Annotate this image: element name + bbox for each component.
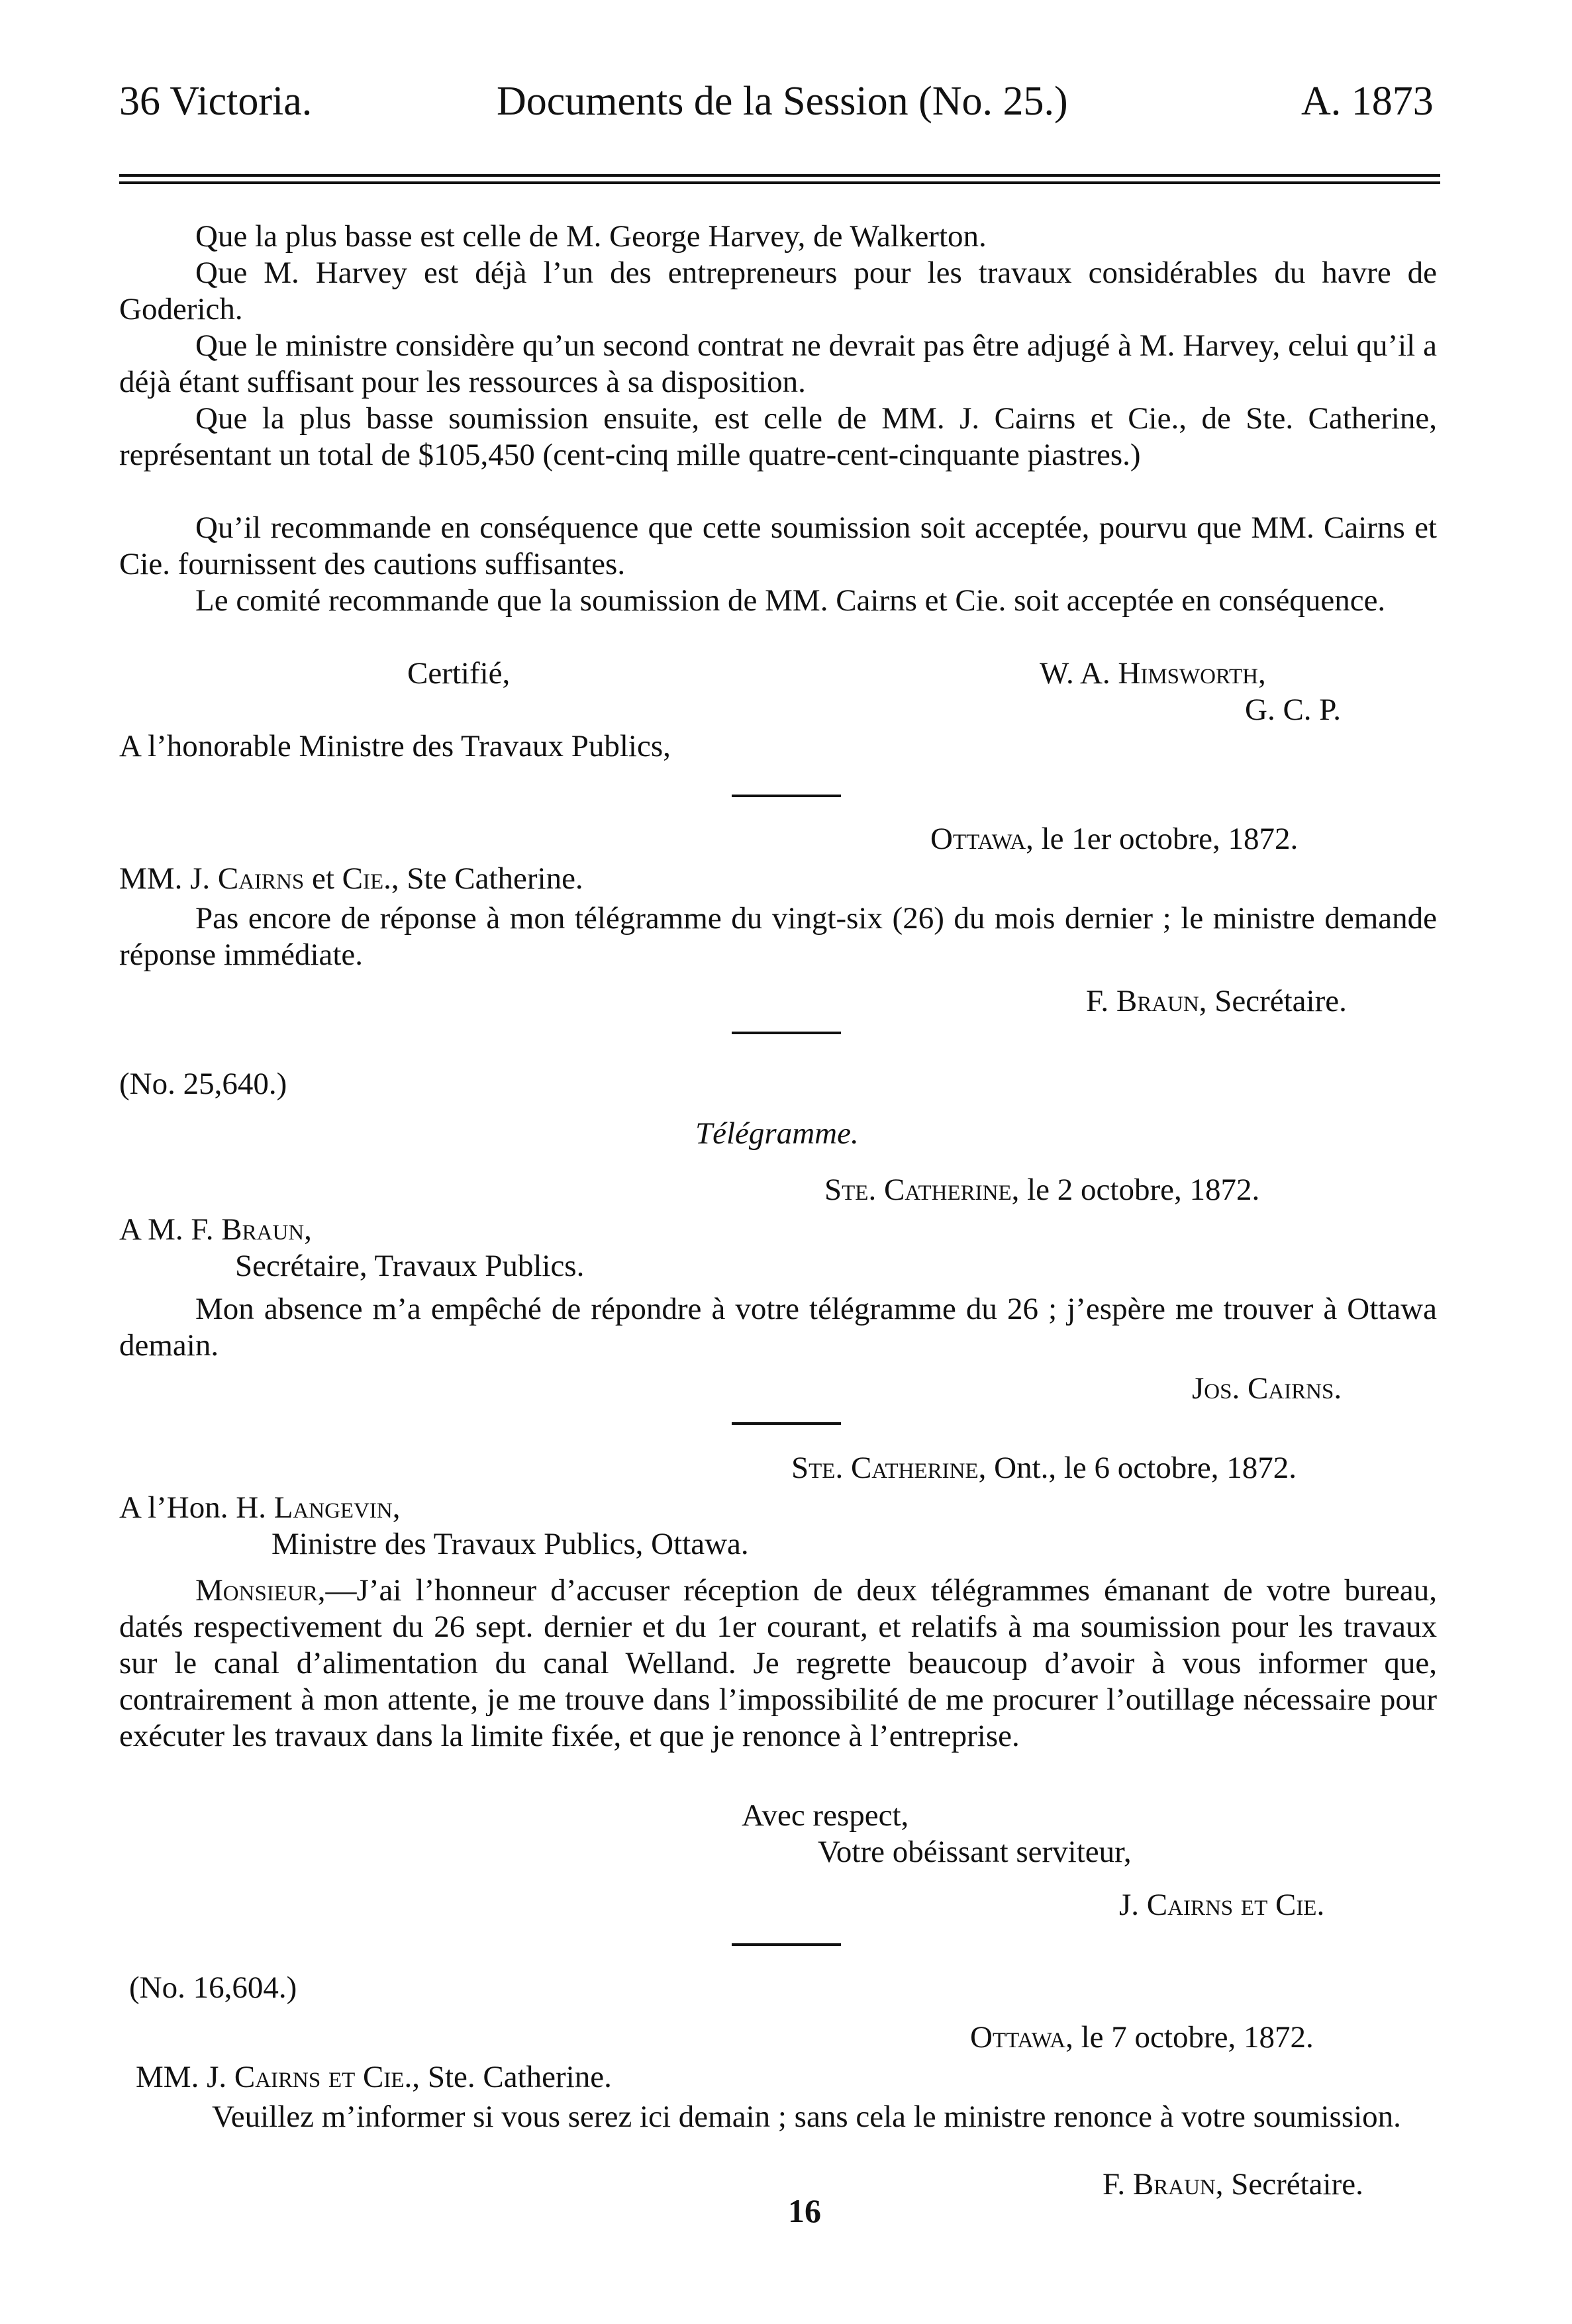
signature-initial: F.	[1103, 2167, 1126, 2202]
dateline-place: Ottawa,	[930, 822, 1034, 856]
document-number: (No. 25,640.)	[119, 1067, 287, 1101]
header-session: 36 Victoria.	[119, 79, 313, 124]
dateline-place: Ottawa,	[970, 2020, 1073, 2055]
letter-recipient	[136, 2059, 612, 2096]
letter-closing: Avec respect,	[742, 1798, 909, 1833]
letter-signature	[1103, 2166, 1363, 2203]
dateline-date: Ont., le 6 octobre, 1872.	[994, 1451, 1297, 1485]
recipient-company: Cie.	[342, 861, 391, 896]
letter-dateline	[930, 821, 1298, 857]
letter-signature: J. Cairns et Cie.	[1119, 1888, 1325, 1922]
dateline-date: le 7 octobre, 1872.	[1081, 2020, 1314, 2055]
letter-body	[119, 1573, 1437, 1755]
letter-recipient	[119, 861, 583, 897]
recipient-prefix: A l’Hon. H.	[119, 1490, 266, 1525]
recipient-place: , Ste Catherine.	[391, 861, 583, 896]
header-document-title: Documents de la Session (No. 25.)	[497, 79, 1068, 124]
signature-role: Secrétaire.	[1214, 984, 1347, 1018]
recipient-prefix: A M. F.	[119, 1212, 214, 1247]
recipient-name: Cairns et Cie.,	[234, 2060, 420, 2094]
signature-name: Braun,	[1132, 2167, 1224, 2202]
recipient-title: Secrétaire, Travaux Publics.	[235, 1249, 585, 1283]
recipient-prefix: MM. J.	[119, 861, 211, 896]
header-year: A. 1873	[1301, 79, 1434, 124]
running-header	[119, 78, 1437, 138]
recipient-place: Ste. Catherine.	[427, 2060, 612, 2094]
document-kind: Télégramme.	[695, 1116, 859, 1151]
signature-name: Braun,	[1116, 984, 1207, 1018]
letter-salutation: Monsieur,	[195, 1573, 326, 1608]
letter-body: Mon absence m’a empêché de répondre à votre télégramme du 26 ; j’espère me trouver à Ottawa demain.	[119, 1292, 1437, 1363]
dateline-place: Ste. Catherine,	[791, 1451, 987, 1485]
recipient-name: Langevin,	[273, 1490, 401, 1525]
report-addressee: A l’honorable Ministre des Travaux Publics,	[119, 729, 671, 763]
letter-closing: Votre obéissant serviteur,	[818, 1835, 1132, 1869]
letter-dateline	[824, 1172, 1259, 1208]
dateline-date: le 1er octobre, 1872.	[1041, 822, 1299, 856]
recipient-name: Cairns	[217, 861, 305, 896]
letter-dateline	[970, 2019, 1314, 2056]
report-paragraph: Que le ministre considère qu’un second contrat ne devrait pas être adjugé à M. Harvey, celui qu’il a déjà étant suffisant pour les ressources à sa disposition.	[119, 328, 1437, 399]
letter-signature: Jos. Cairns.	[1192, 1371, 1342, 1406]
signer-title: G. C. P.	[1245, 693, 1341, 727]
report-paragraph: Que M. Harvey est déjà l’un des entrepreneurs pour les travaux considérables du havre de Goderich.	[119, 256, 1437, 326]
section-separator	[732, 1943, 841, 1946]
letter-signature	[1086, 983, 1347, 1020]
recipient-title: Ministre des Travaux Publics, Ottawa.	[271, 1527, 749, 1561]
letter-body: Pas encore de réponse à mon télégramme du vingt-six (26) du mois dernier ; le ministre demande réponse immédiate.	[119, 901, 1437, 972]
dateline-date: le 2 octobre, 1872.	[1027, 1173, 1260, 1207]
section-separator	[732, 795, 841, 797]
page-number: 16	[788, 2192, 821, 2229]
recipient-name: Braun,	[221, 1212, 312, 1247]
report-paragraph: Qu’il recommande en conséquence que cette soumission soit acceptée, pourvu que MM. Cairns et Cie. fournissent des cautions suffisantes.	[119, 510, 1437, 581]
letter-recipient	[119, 1212, 312, 1248]
letter-recipient	[119, 1490, 400, 1526]
section-separator	[732, 1032, 841, 1034]
section-separator	[732, 1422, 841, 1425]
signer-name: W. A. Himsworth,	[1040, 656, 1266, 691]
report-paragraph: Que la plus basse est celle de M. George Harvey, de Walkerton.	[195, 219, 987, 254]
recipient-prefix: MM. J.	[136, 2060, 227, 2094]
report-paragraph: Le comité recommande que la soumission de MM. Cairns et Cie. soit acceptée en conséquence.	[195, 583, 1386, 618]
header-rule-top	[119, 174, 1440, 177]
certified-label: Certifié,	[407, 656, 511, 691]
report-paragraph: Que la plus basse soumission ensuite, est celle de MM. J. Cairns et Cie., de Ste. Catherine, représentant un total de $105,450 (cent-cinq mille quatre-cent-cinquante piastres.)	[119, 401, 1437, 472]
document-number: (No. 16,604.)	[129, 1970, 297, 2005]
signature-role: Secrétaire.	[1231, 2167, 1363, 2202]
signature-initial: F.	[1086, 984, 1109, 1018]
dateline-place: Ste. Catherine,	[824, 1173, 1020, 1207]
letter-dateline	[791, 1450, 1297, 1486]
header-rule-bottom	[119, 181, 1440, 184]
recipient-conjunction: et	[312, 861, 334, 896]
letter-body-text: —J’ai l’honneur d’accuser réception de deux télégrammes émanant de votre bureau, datés respectivement du 26 sept. dernier et du 1er courant, et relatifs à ma soumission pour les travaux sur le canal d’alimentation du canal Welland. Je regrette beaucoup d’avoir à vous informer que, contrairement à mon attente, je me trouve dans l’impossibilité de me procurer l’outillage nécessaire pour exécuter les travaux dans la limite fixée, et que je renonce à l’entreprise.	[119, 1573, 1437, 1753]
letter-body: Veuillez m’informer si vous serez ici demain ; sans cela le ministre renonce à votre soumission.	[212, 2100, 1401, 2134]
